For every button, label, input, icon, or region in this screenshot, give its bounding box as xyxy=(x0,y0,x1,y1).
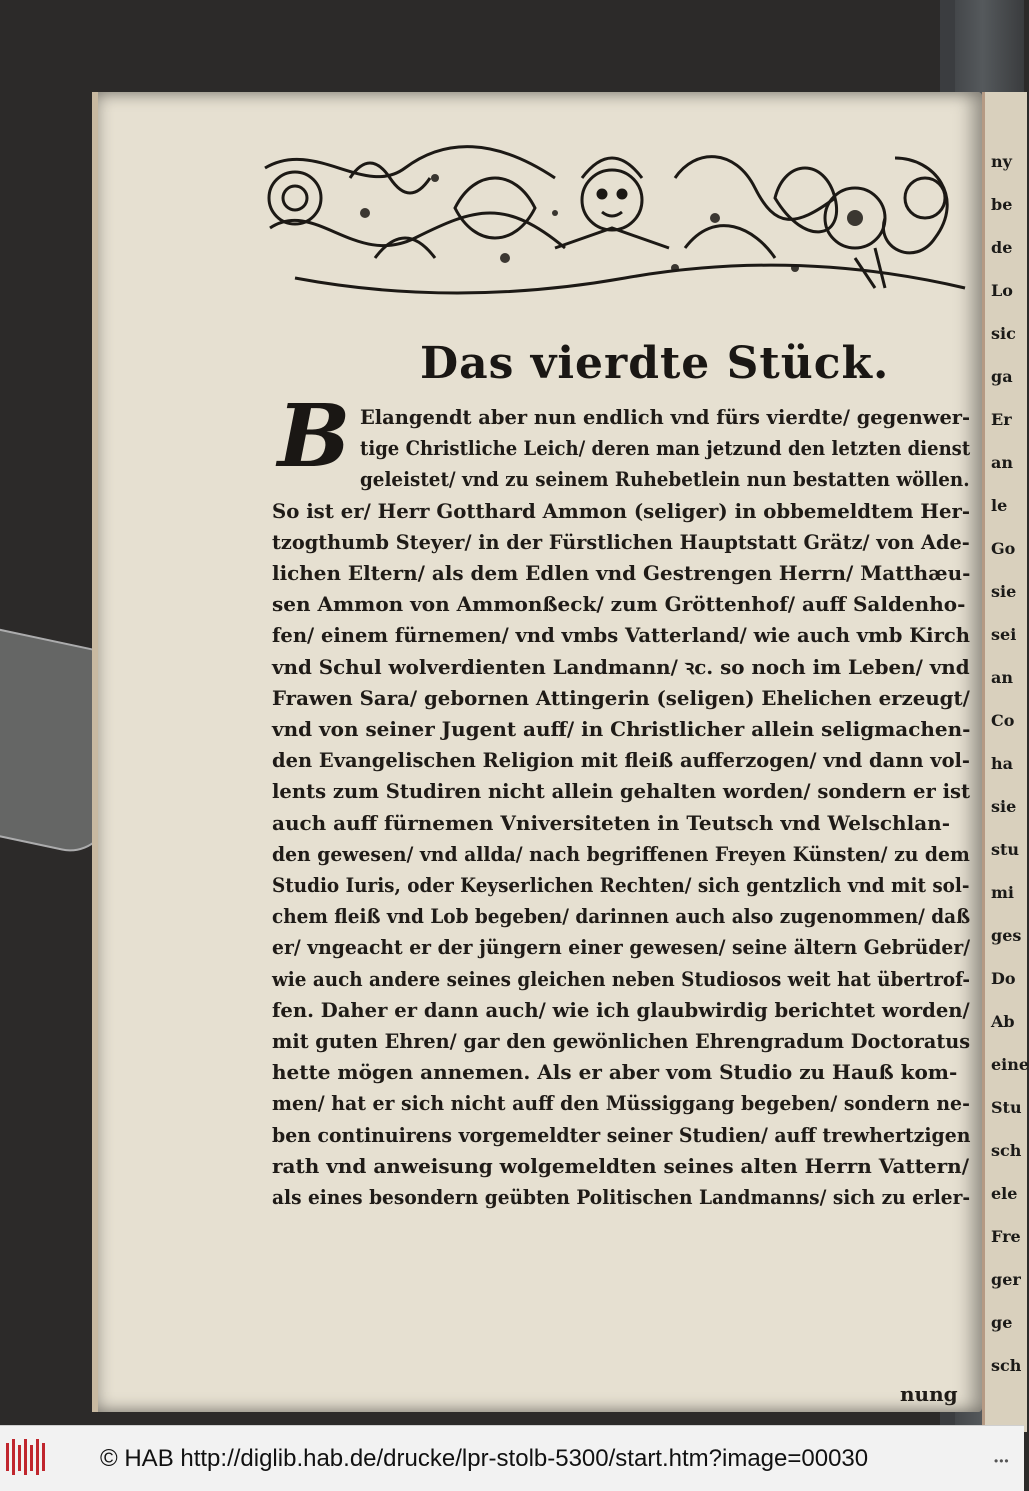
text-line: tzogthumb Steyer/ in der Fürstlichen Hauptstatt Grätz/ von Ade- xyxy=(272,529,970,554)
page-edge xyxy=(92,92,98,1412)
facing-page-fragment: sie xyxy=(991,582,1017,601)
text-line: ben continuirens vorgemeldter seiner Studien/ auff trewhertzigen xyxy=(272,1122,971,1147)
text-line: den Evangelischen Religion mit fleiß aufferzogen/ vnd dann vol- xyxy=(272,748,970,773)
facing-page-fragment: ha xyxy=(991,754,1013,773)
text-line: mit guten Ehren/ gar den gewönlichen Ehrengradum Doctoratus xyxy=(272,1029,971,1053)
facing-page-fragment: sch xyxy=(991,1141,1022,1160)
facing-page-fragment: sei xyxy=(991,625,1017,644)
facing-page-fragment: Go xyxy=(991,539,1016,558)
hab-logo-icon xyxy=(4,1437,50,1477)
copyright-link[interactable]: © HAB http://diglib.hab.de/drucke/lpr-stolb-5300/start.htm?image=00030 xyxy=(100,1445,869,1472)
facing-page-fragment: ger xyxy=(991,1270,1021,1289)
facing-page-fragment: ga xyxy=(991,367,1013,386)
facing-page-fragment: ny xyxy=(991,152,1012,171)
facing-page-fragment: Lo xyxy=(991,281,1013,300)
text-line: vnd von seiner Jugent auff/ in Christlicher allein seligmachen- xyxy=(272,717,971,741)
facing-page xyxy=(982,92,1027,1432)
facing-page-fragment: le xyxy=(991,496,1008,515)
facing-page-fragment: Fre xyxy=(991,1227,1021,1246)
catchword: nung xyxy=(900,1382,958,1406)
facing-page-fragment: de xyxy=(991,238,1013,257)
text-line: Frawen Sara/ gebornen Attingerin (seligen) Ehelichen erzeugt/ xyxy=(272,685,970,710)
facing-page-fragment: sch xyxy=(991,1356,1022,1375)
text-line: tige Christliche Leich/ deren man jetzund den letzten dienst xyxy=(360,436,971,461)
text-line: men/ hat er sich nicht auff den Müssiggang begeben/ sondern ne- xyxy=(272,1091,970,1116)
drop-capital: B xyxy=(277,386,351,487)
text-line: wie auch andere seines gleichen neben Studiosos weit hat übertrof- xyxy=(272,966,971,991)
text-line: er/ vngeacht er der jüngern einer gewesen/ seine ältern Gebrüder/ xyxy=(272,935,971,960)
facing-page-fragment: mi xyxy=(991,883,1015,902)
facing-page-fragment: ges xyxy=(991,926,1022,945)
text-line: als eines besondern geübten Politischen Landmanns/ sich zu erler- xyxy=(272,1185,971,1209)
text-line: So ist er/ Herr Gotthard Ammon (seliger) in obbemeldtem Her- xyxy=(272,498,971,523)
facing-page-fragment: Do xyxy=(991,969,1016,988)
facing-page-fragment: ge xyxy=(991,1313,1013,1332)
facing-page-fragment: Er xyxy=(991,410,1012,429)
decorative-headpiece-ornament xyxy=(255,138,970,298)
text-line: lichen Eltern/ als dem Edlen vnd Gestrengen Herrn/ Matthæu- xyxy=(272,561,971,585)
text-line: fen/ einem fürnemen/ vnd vmbs Vatterland/ wie auch vmb Kirch xyxy=(272,623,970,648)
facing-page-fragment: sic xyxy=(991,324,1016,343)
text-line: rath vnd anweisung wolgemeldten seines alten Herrn Vattern/ xyxy=(272,1153,969,1178)
text-line: fen. Daher er dann auch/ wie ich glaubwirdig berichtet worden/ xyxy=(272,997,970,1022)
text-line: sen Ammon von Ammonßeck/ zum Gröttenhof/ auff Saldenho- xyxy=(272,592,966,617)
text-line: chem fleiß vnd Lob begeben/ darinnen auch also zugenommen/ daß xyxy=(272,904,971,929)
text-line: den gewesen/ vnd allda/ nach begriffenen Freyen Künsten/ zu dem xyxy=(272,841,970,866)
facing-page-fragment: Stu xyxy=(991,1098,1022,1117)
text-line: lents zum Studiren nicht allein gehalten worden/ sondern er ist xyxy=(272,779,971,804)
text-line: geleistet/ vnd zu seinem Ruhebetlein nun bestatten wöllen. xyxy=(360,467,970,492)
text-line: auch auff fürnemen Vniversiteten in Teutsch vnd Welschlan- xyxy=(272,810,950,835)
facing-page-fragment: an xyxy=(991,668,1013,687)
facing-page-fragment: stu xyxy=(991,840,1020,859)
facing-page-fragment: eine xyxy=(991,1055,1029,1074)
text-line: Elangendt aber nun endlich vnd fürs vierdte/ gegenwer- xyxy=(360,405,971,429)
facing-page-fragment: be xyxy=(991,195,1013,214)
text-line: hette mögen annemen. Als er aber vom Studio zu Hauß kom- xyxy=(272,1060,958,1085)
facing-page-fragment: an xyxy=(991,453,1013,472)
section-heading: Das vierdte Stück. xyxy=(420,338,890,389)
facing-page-fragment: Co xyxy=(991,711,1015,730)
facing-page-fragment: Ab xyxy=(991,1012,1015,1031)
facing-page-fragment: sie xyxy=(991,797,1017,816)
text-line: vnd Schul wolverdienten Landmann/ ꝛc. so noch im Leben/ vnd xyxy=(272,654,970,679)
text-line: Studio Iuris, oder Keyserlichen Rechten/ sich gentzlich vnd mit sol- xyxy=(272,873,970,897)
facing-page-fragment: ele xyxy=(991,1184,1018,1203)
more-options-icon[interactable]: ••• xyxy=(994,1454,1010,1468)
